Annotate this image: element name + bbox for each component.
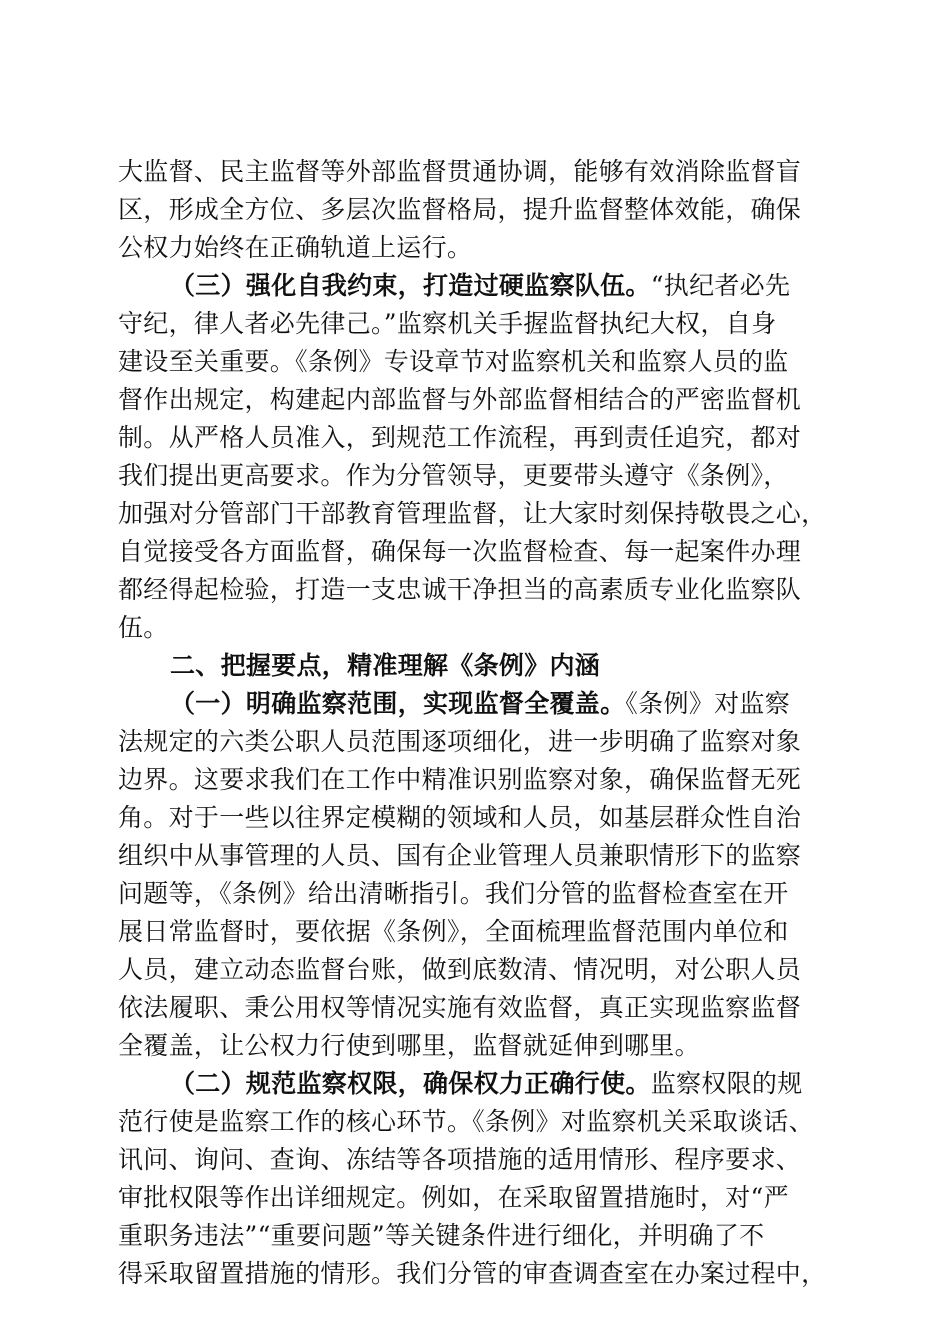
section-heading: 二、把握要点，精准理解《条例》内涵 bbox=[170, 651, 601, 680]
paragraph-line: 督作出规定，构建起内部监督与外部监督相结合的严密监督机 bbox=[118, 385, 802, 414]
paragraph-line: 大监督、民主监督等外部监督贯通协调，能够有效消除监督盲 bbox=[118, 157, 802, 186]
paragraph-line: 得采取留置措施的情形。我们分管的审查调查室在办案过程中， bbox=[118, 1259, 827, 1288]
paragraph-line: 依法履职、秉公用权等情况实施有效监督，真正实现监察监督 bbox=[118, 993, 802, 1022]
subsection-title: （三）强化自我约束，打造过硬监察队伍。 bbox=[170, 271, 651, 300]
paragraph-line: 人员，建立动态监督台账，做到底数清、情况明，对公职人员 bbox=[118, 955, 802, 984]
paragraph-line: 全覆盖，让公权力行使到哪里，监督就延伸到哪里。 bbox=[118, 1031, 700, 1060]
section-lead-line: （二）规范监察权限，确保权力正确行使。监察权限的规 bbox=[170, 1069, 803, 1098]
paragraph-line: 制。从严格人员准入，到规范工作流程，再到责任追究，都对 bbox=[118, 423, 802, 452]
paragraph-line: 守纪，律人者必先律己。”监察机关手握监督执纪大权，自身 bbox=[118, 309, 777, 338]
paragraph-line: 角。对于一些以往界定模糊的领域和人员，如基层群众性自治 bbox=[118, 803, 802, 832]
paragraph-line: 建设至关重要。《条例》专设章节对监察机关和监察人员的监 bbox=[118, 347, 789, 376]
section-lead-line: （一）明确监察范围，实现监督全覆盖。《条例》对监察 bbox=[170, 689, 791, 718]
paragraph-line: 法规定的六类公职人员范围逐项细化，进一步明确了监察对象 bbox=[118, 727, 802, 756]
section-lead-line: （三）强化自我约束，打造过硬监察队伍。“执纪者必先 bbox=[170, 271, 791, 300]
paragraph-line: 边界。这要求我们在工作中精准识别监察对象，确保监督无死 bbox=[118, 765, 802, 794]
paragraph-line: 加强对分管部门干部教育管理监督，让大家时刻保持敬畏之心， bbox=[118, 499, 827, 528]
paragraph-line: 区，形成全方位、多层次监督格局，提升监督整体效能，确保 bbox=[118, 195, 802, 224]
paragraph-line: 审批权限等作出详细规定。例如，在采取留置措施时，对“严 bbox=[118, 1183, 789, 1212]
subsection-title: （二）规范监察权限，确保权力正确行使。 bbox=[170, 1069, 651, 1098]
paragraph-line: 讯问、询问、查询、冻结等各项措施的适用情形、程序要求、 bbox=[118, 1145, 802, 1174]
paragraph-line: 自觉接受各方面监督，确保每一次监督检查、每一起案件办理 bbox=[118, 537, 802, 566]
paragraph-line: 重职务违法”“重要问题”等关键条件进行细化，并明确了不 bbox=[118, 1221, 765, 1250]
paragraph-line: 我们提出更高要求。作为分管领导，更要带头遵守《条例》， bbox=[118, 461, 789, 490]
paragraph-line: 公权力始终在正确轨道上运行。 bbox=[118, 233, 473, 262]
paragraph-line: 问题等，《条例》给出清晰指引。我们分管的监督检查室在开 bbox=[118, 879, 789, 908]
subsection-title: （一）明确监察范围，实现监督全覆盖。 bbox=[170, 689, 626, 718]
paragraph-line: 伍。 bbox=[118, 613, 169, 642]
paragraph-line: 都经得起检验，打造一支忠诚干净担当的高素质专业化监察队 bbox=[118, 575, 802, 604]
paragraph-line: 组织中从事管理的人员、国有企业管理人员兼职情形下的监察 bbox=[118, 841, 802, 870]
paragraph-line: 展日常监督时，要依据《条例》，全面梳理监督范围内单位和 bbox=[118, 917, 789, 946]
paragraph-line: 范行使是监察工作的核心环节。《条例》对监察机关采取谈话、 bbox=[118, 1107, 814, 1136]
